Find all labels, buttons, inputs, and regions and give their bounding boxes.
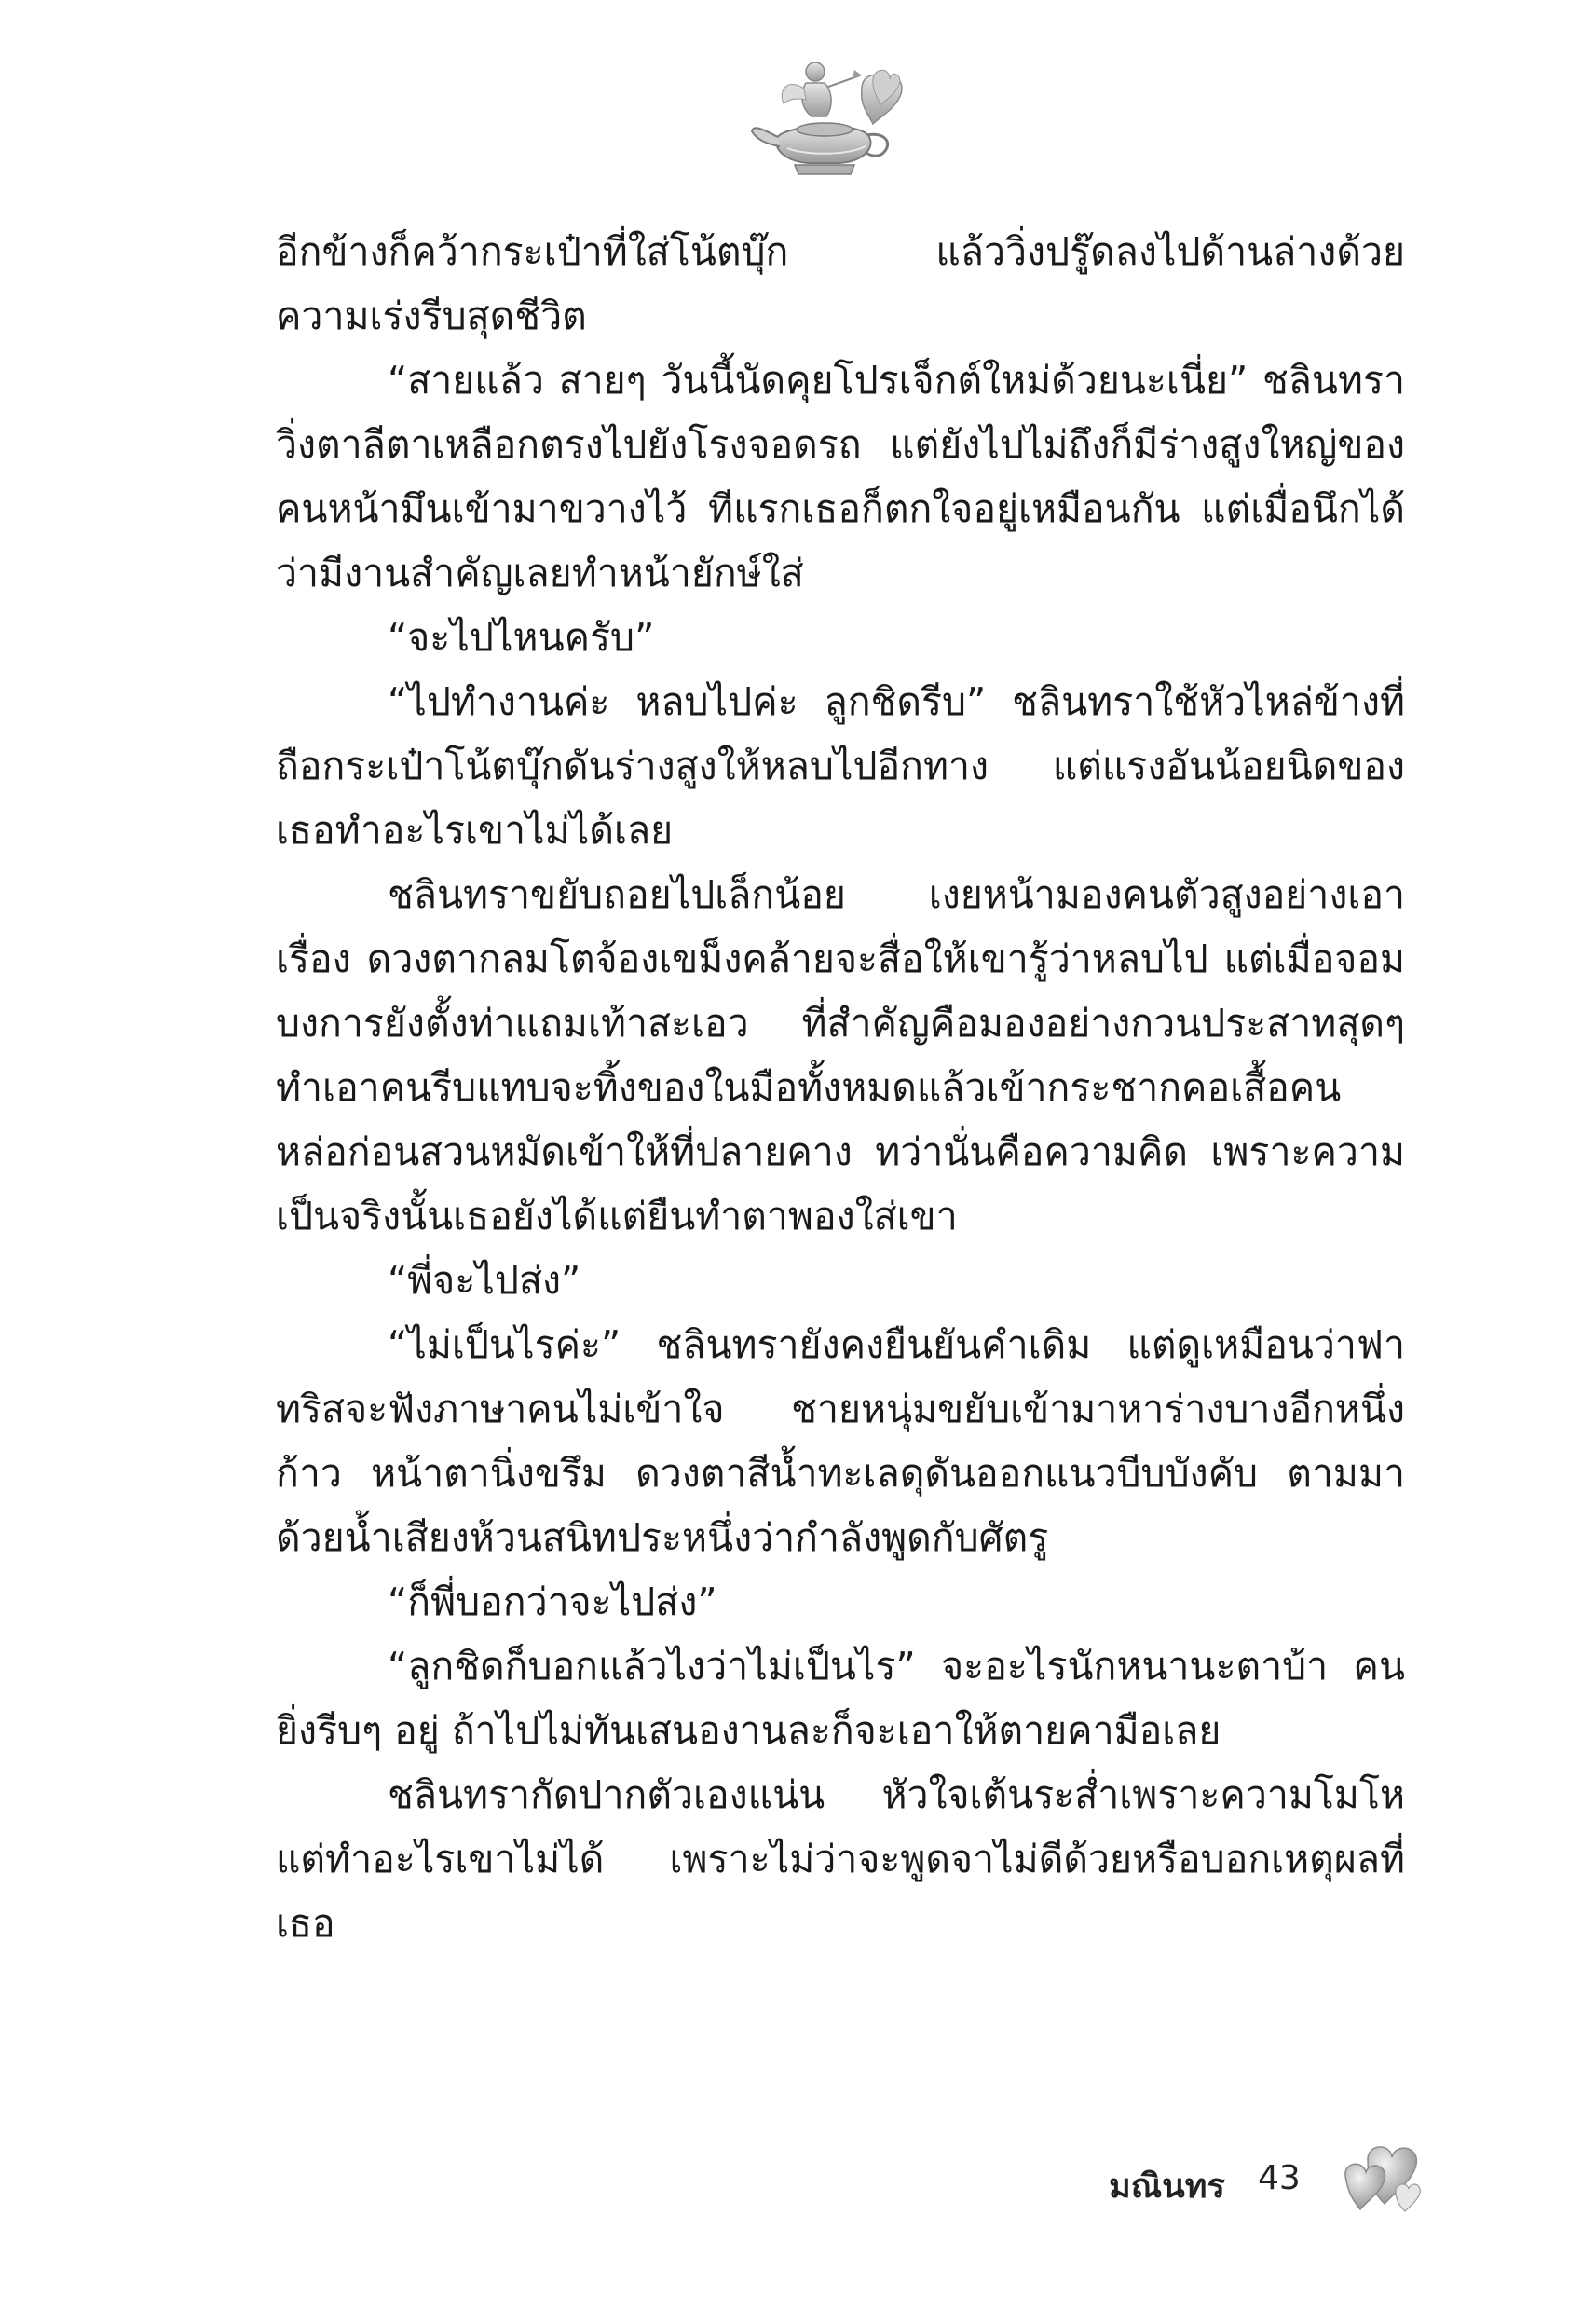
hearts-icon: [1340, 2139, 1433, 2227]
footer-author: มณินทร: [1109, 2167, 1225, 2206]
paragraph: อีกข้างก็คว้ากระเป๋าที่ใส่โน้ตบุ๊ก แล้ววิ่งปรู๊ดลงไปด้านล่างด้วยความเร่งรีบสุดชีวิต: [276, 229, 1405, 338]
paragraph: “สายแล้ว สายๆ วันนี้นัดคุยโปรเจ็กต์ใหม่ด้วยนะเนี่ย” ชลินทราวิ่งตาลีตาเหลือกตรงไปยังโรงจอดรถ แต่ยังไปไม่ถึงก็มีร่างสูงใหญ่ของคนหน้ามึนเข้ามาขวางไว้ ทีแรกเธอก็ตกใจอยู่เหมือนกัน แต่เมื่อนึกได้ว่ามีงานสำคัญเลยทำหน้ายักษ์ใส่: [276, 358, 1405, 595]
cupid-teapot-ornament-icon: [750, 51, 908, 182]
paragraph: “จะไปไหนครับ”: [388, 615, 655, 660]
paragraph: ชลินทรากัดปากตัวเองแน่น หัวใจเต้นระส่ำเพราะความโมโห แต่ทำอะไรเขาไม่ได้ เพราะไม่ว่าจะพูดจาไม่ดีด้วยหรือบอกเหตุผลที่เธอ: [276, 1772, 1405, 1946]
page-footer: [1109, 2139, 1435, 2232]
paragraph: “ไม่เป็นไรค่ะ” ชลินทรายังคงยืนยันคำเดิม แต่ดูเหมือนว่าฟาทริสจะฟังภาษาคนไม่เข้าใจ ชายหนุ่มขยับเข้ามาหาร่างบางอีกหนึ่งก้าว หน้าตานิ่งขรึม ดวงตาสีน้ำทะเลดุดันออกแนวบีบบังคับ ตามมาด้วยน้ำเสียงห้วนสนิทประหนึ่งว่ากำลังพูดกับศัตรู: [276, 1322, 1405, 1560]
page-number: 43: [1258, 2159, 1301, 2197]
body-text: [276, 220, 1405, 1956]
paragraph: “ลูกชิดก็บอกแล้วไงว่าไม่เป็นไร” จะอะไรนักหนานะตาบ้า คนยิ่งรีบๆ อยู่ ถ้าไปไม่ทันเสนองานละก็จะเอาให้ตายคามือเลย: [276, 1644, 1405, 1753]
paragraph: ชลินทราขยับถอยไปเล็กน้อย เงยหน้ามองคนตัวสูงอย่างเอาเรื่อง ดวงตากลมโตจ้องเขม็งคล้ายจะสื่อให้เขารู้ว่าหลบไป แต่เมื่อจอมบงการยังตั้งท่าแถมเท้าสะเอว ที่สำคัญคือมองอย่างกวนประสาทสุดๆ ทำเอาคนรีบแทบจะทิ้งของในมือทั้งหมดแล้วเข้ากระชากคอเสื้อคนหล่อก่อนสวนหมัดเข้าให้ที่ปลายคาง ทว่านั่นคือความคิด เพราะความเป็นจริงนั้นเธอยังได้แต่ยืนทำตาพองใส่เขา: [276, 872, 1405, 1238]
paragraph: “ไปทำงานค่ะ หลบไปค่ะ ลูกชิดรีบ” ชลินทราใช้หัวไหล่ข้างที่ถือกระเป๋าโน้ตบุ๊กดันร่างสูงให้หลบไปอีกทาง แต่แรงอันน้อยนิดของเธอทำอะไรเขาไม่ได้เลย: [276, 679, 1405, 853]
paragraph: “ก็พี่บอกว่าจะไปส่ง”: [388, 1579, 717, 1624]
paragraph: “พี่จะไปส่ง”: [388, 1258, 581, 1303]
